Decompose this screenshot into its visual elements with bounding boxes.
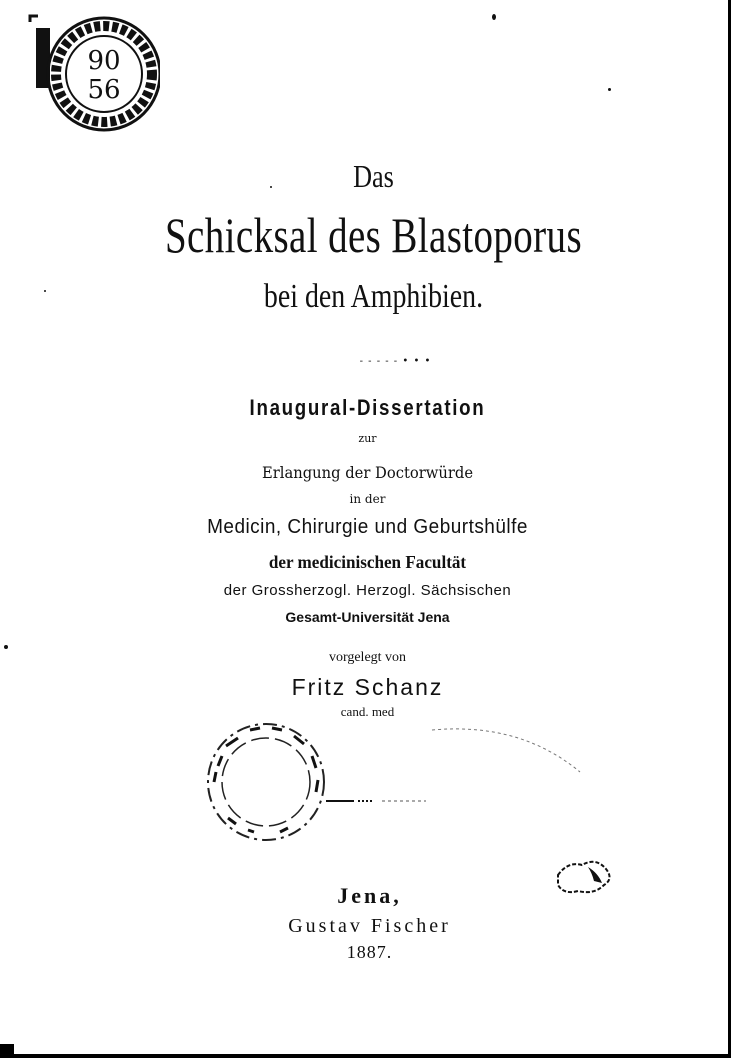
speck [4,645,8,649]
ornament-divider: - - - - - • • • [359,356,432,367]
text-grossherzogl: der Grossherzogl. Herzogl. Sächsischen [223,582,512,599]
speck [492,14,496,20]
dissertation-heading: Inaugural-Dissertation [249,395,486,420]
stamp-number-top: 90 [87,46,121,76]
academy-stamp [198,716,338,846]
imprint-publisher: Gustav Fischer [288,915,451,937]
title-line-2: Schicksal des Blastoporus [164,207,583,263]
library-stamp-top [28,14,160,134]
text-zur: zur [358,432,377,445]
text-erlangung: Erlangung der Doctorwürde [261,463,474,482]
bleed-through-mark [430,722,590,782]
scan-edge-corner [0,1044,14,1054]
author-degree: cand. med [340,704,395,719]
speck [44,290,46,292]
text-university: Gesamt-Universität Jena [285,609,450,625]
text-fields: Medicin, Chirurgie und Geburtshülfe [207,516,528,538]
text-in-der: in der [349,492,386,506]
speck [608,88,611,91]
ornament-dash [326,798,426,804]
scan-edge-bottom [0,1054,731,1058]
imprint-place: Jena, [337,883,402,908]
title-line-1: Das [353,158,394,194]
text-presented-by: vorgelegt von [328,650,407,665]
text-faculty: der medicinischen Facultät [268,552,467,572]
title-line-3: bei den Amphibien. [263,278,484,315]
imprint-year: 1887. [346,942,393,962]
author-name: Fritz Schanz [291,674,444,700]
stamp-number-bottom: 56 [87,75,121,105]
